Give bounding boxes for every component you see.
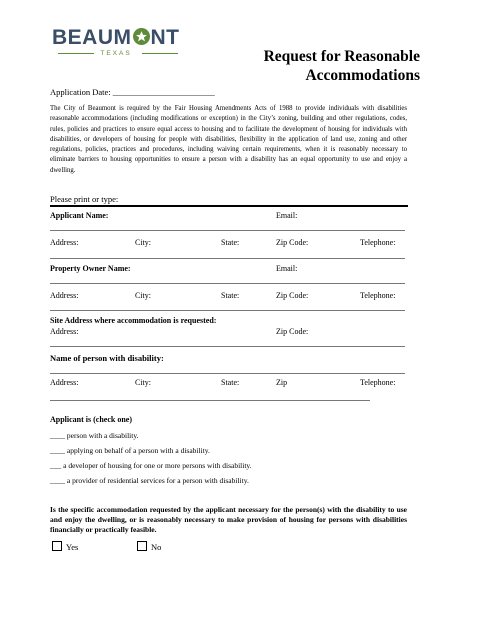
person-zip-label: Zip xyxy=(276,378,288,387)
applicant-name-line[interactable] xyxy=(50,230,405,231)
option-on-behalf[interactable]: ____ applying on behalf of a person with a disability. xyxy=(50,446,210,455)
person-address-line[interactable] xyxy=(50,400,370,401)
person-address-label: Address: xyxy=(50,378,79,387)
intro-paragraph: The City of Beaumont is required by the Fair Housing Amendments Acts of 1988 to provide individuals with disabilities reasonable accommodations (including modifications or exception) in the City’s zoning, building and other regulations, codes, rules, policies and practices to ensure equal access to housing and to facilitate the development of housing for individuals with disabilities, or developers of housing for people with disabilities, flexibility in the application of land use, zoning and other regulations, policies, practices and procedures, including waiving certain requirements, when it is reasonably necessary to eliminate barriers to housing opportunities to ensure a person with a disability has an equal opportunity to use and enjoy a dwelling. xyxy=(50,105,407,174)
logo-rule-right xyxy=(142,53,178,54)
person-disability-label: Name of person with disability: xyxy=(50,353,164,363)
person-name-line[interactable] xyxy=(50,373,405,374)
yes-option[interactable] xyxy=(52,541,78,552)
please-print-label: Please print or type: xyxy=(50,194,119,204)
owner-city-label: City: xyxy=(135,291,152,300)
option-person-with-disability[interactable]: ____ person with a disability. xyxy=(50,431,139,440)
yes-checkbox[interactable] xyxy=(52,541,62,551)
site-address-heading: Site Address where accommodation is requested: xyxy=(50,316,217,325)
owner-telephone-label: Telephone: xyxy=(360,291,396,300)
no-label: No xyxy=(151,542,162,552)
applicant-name-label: Applicant Name: xyxy=(50,211,109,220)
applicant-zip-label: Zip Code: xyxy=(276,238,309,247)
applicant-city-label: City: xyxy=(135,238,152,247)
site-zip-label: Zip Code: xyxy=(276,327,309,336)
owner-state-label: State: xyxy=(221,291,240,300)
person-city-label: City: xyxy=(135,378,152,387)
owner-address-label: Address: xyxy=(50,291,79,300)
logo-subtitle: TEXAS xyxy=(100,50,132,57)
applicant-address-line[interactable] xyxy=(50,258,405,259)
necessity-question: Is the specific accommodation requested by the applicant necessary for the person(s) with the disability to use and enjoy the dwelling, or is reasonably necessary to make provision of housing for persons with disabilities financially or practically feasible. xyxy=(50,505,407,534)
person-state-label: State: xyxy=(221,378,240,387)
option-provider[interactable]: ____ a provider of residential services for a person with disability. xyxy=(50,476,249,485)
no-checkbox[interactable] xyxy=(137,541,147,551)
title-line-1: Request for Reasonable xyxy=(263,48,420,65)
site-address-label: Address: xyxy=(50,327,79,336)
city-logo xyxy=(52,26,182,64)
star-icon xyxy=(133,28,150,45)
applicant-email-label: Email: xyxy=(276,211,298,220)
application-date-field[interactable]: Application Date: ________________________ xyxy=(50,87,215,97)
logo-wordmark: BEAUM NT xyxy=(52,26,180,49)
owner-zip-label: Zip Code: xyxy=(276,291,309,300)
yes-label: Yes xyxy=(66,542,79,552)
property-owner-label: Property Owner Name: xyxy=(50,264,131,273)
page-title xyxy=(264,47,420,85)
applicant-telephone-label: Telephone: xyxy=(360,238,396,247)
option-developer[interactable]: ___ a developer of housing for one or more persons with disability. xyxy=(50,461,252,470)
person-telephone-label: Telephone: xyxy=(360,378,396,387)
applicant-state-label: State: xyxy=(221,238,240,247)
site-address-line[interactable] xyxy=(50,346,405,347)
title-line-2: Accommodations xyxy=(305,67,420,84)
applicant-type-heading: Applicant is (check one) xyxy=(50,415,132,424)
owner-address-line[interactable] xyxy=(50,310,405,311)
no-option[interactable] xyxy=(137,541,161,552)
section-divider xyxy=(50,205,408,207)
owner-email-label: Email: xyxy=(276,264,298,273)
owner-name-line[interactable] xyxy=(50,283,405,284)
applicant-address-label: Address: xyxy=(50,238,79,247)
